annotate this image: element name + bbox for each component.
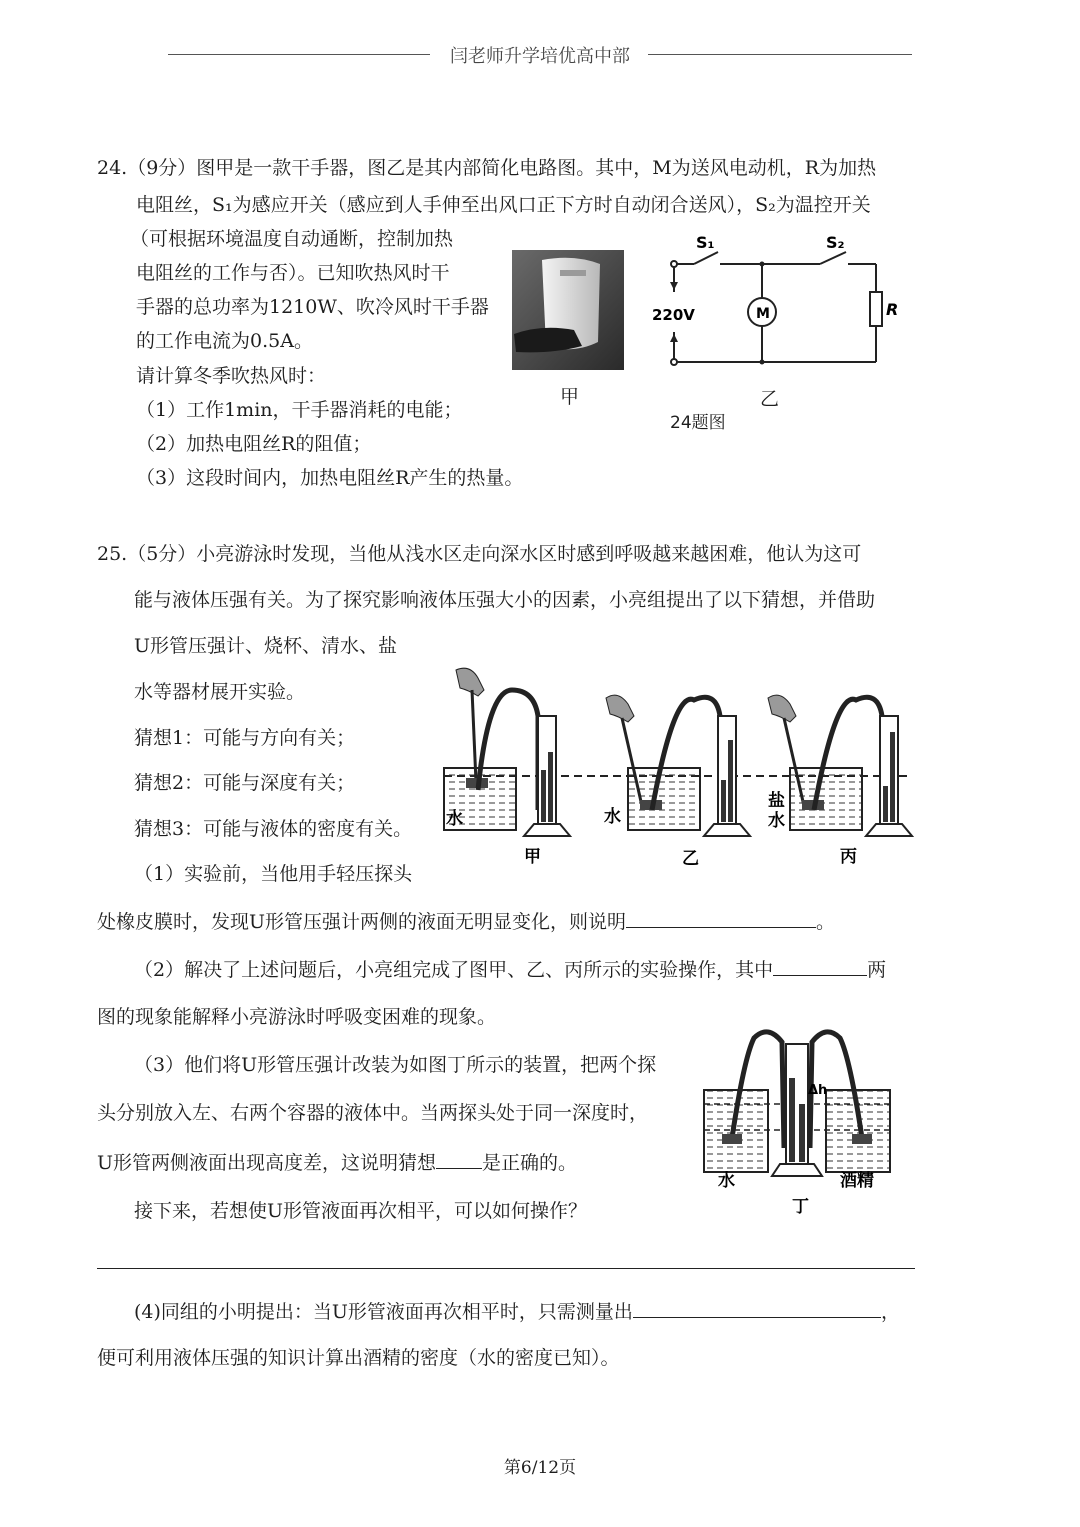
switch-s2-label: S₂ [826,233,845,252]
header-rule-right [648,54,912,55]
circuit-diagram [640,228,900,388]
page-header [0,42,1080,66]
q24-line5: 手器的总功率为1210W、吹冷风时干手器 [136,296,489,318]
fig1-water-b: 水 [604,807,621,827]
fig1-label-bing: 丙 [840,847,857,867]
q25-part4-c: 便可利用液体压强的知识计算出酒精的密度（水的密度已知）。 [97,1347,620,1369]
q25-part3-e: 接下来，若想使U形管液面再次相平，可以如何操作？ [134,1200,588,1222]
q25-part4-a: (4)同组的小明提出：当U形管液面再次相平时，只需测量出 [134,1301,633,1323]
page-number: 第6/12页 [503,1458,577,1478]
hand-dryer-photo [512,250,624,370]
q25-part2-b: 两 [867,959,887,981]
q24-caption: 24题图 [670,413,726,433]
q25-part1-b-row [97,909,835,934]
fig2-dh-label: Δh [808,1083,828,1098]
q25-line2: 能与液体压强有关。为了探究影响液体压强大小的因素，小亮组提出了以下猜想，并借助 [134,589,876,611]
setup-bing [768,695,912,836]
q25-guess1: 猜想1：可能与方向有关； [134,727,356,749]
q24-line6: 的工作电流为0.5A。 [136,330,313,352]
fig1-water-a: 水 [446,809,463,829]
answer-blank-3[interactable] [436,1150,482,1169]
q25-part2-row [134,957,886,982]
q25-guess3: 猜想3：可能与液体的密度有关。 [134,818,413,840]
q24-label-yi: 乙 [760,388,780,410]
fig2-alcohol: 酒精 [840,1171,874,1191]
q25-guess2: 猜想2：可能与深度有关； [134,772,356,794]
q25-line4: 水等器材展开实验。 [134,681,306,703]
q25-part3-b: 头分别放入左、右两个容器的液体中。当两探头处于同一深度时， [97,1102,649,1124]
q24-sub1: （1）工作1min，干手器消耗的电能； [136,399,463,421]
setup-yi [606,695,750,836]
q24-line3: （可根据环境温度自动通断，控制加热 [130,228,454,250]
q25-part4-row [134,1299,900,1324]
motor-label: M [756,306,770,322]
fig1-salt-b: 水 [768,811,785,831]
header-rule-left [168,54,430,55]
q25-part3-c-row [97,1150,577,1175]
q24-sub3: （3）这段时间内，加热电阻丝R产生的热量。 [136,467,524,489]
q24-line7: 请计算冬季吹热风时： [136,365,327,387]
fig2-water: 水 [718,1171,735,1191]
fig2-label-ding: 丁 [792,1197,809,1217]
q24-label-jia: 甲 [560,386,580,408]
q25-part4-b: ， [880,1301,900,1323]
q24-line2: 电阻丝，S₁为感应开关（感应到人手伸至出风口正下方时自动闭合送风），S₂为温控开关 [136,194,871,216]
pressure-experiment-figure [438,660,918,870]
switch-s1-label: S₁ [696,233,715,252]
resistor-label: R [886,300,899,319]
fig1-label-jia: 甲 [524,847,541,867]
q24-line1: 24.（9分）图甲是一款干手器，图乙是其内部简化电路图。其中，M为送风电动机，R为加热 [97,157,877,179]
q25-line1: 25.（5分）小亮游泳时发现，当他从浅水区走向深水区时感到呼吸越来越困难，他认为这可 [97,543,862,565]
q25-part3-c: U形管两侧液面出现高度差，这说明猜想 [97,1152,437,1174]
fig1-salt-a: 盐 [768,791,785,811]
answer-blank-4[interactable] [633,1299,881,1318]
q25-line3: U形管压强计、烧杯、清水、盐 [134,635,398,657]
fig1-label-yi: 乙 [682,849,699,869]
header-title: 闫老师升学培优高中部 [450,46,630,67]
q25-part3-a: （3）他们将U形管压强计改装为如图丁所示的装置，把两个探 [134,1054,657,1076]
q25-part1-end: 。 [816,911,836,933]
modified-u-tube-figure [696,1018,902,1220]
answer-line-3[interactable] [97,1268,915,1269]
answer-blank-2[interactable] [773,957,867,976]
q25-part3-d: 是正确的。 [482,1152,578,1174]
answer-blank-1[interactable] [626,909,816,928]
q24-sub2: （2）加热电阻丝R的阻值； [136,433,372,455]
q24-line4: 电阻丝的工作与否）。已知吹热风时干 [136,262,450,284]
voltage-label: 220V [652,306,695,324]
q25-part2-c: 图的现象能解释小亮游泳时呼吸变困难的现象。 [97,1006,497,1028]
q25-part1-a: （1）实验前，当他用手轻压探头 [134,863,413,885]
q25-part2-a: （2）解决了上述问题后，小亮组完成了图甲、乙、丙所示的实验操作，其中 [134,959,774,981]
q25-part1-b: 处橡皮膜时，发现U形管压强计两侧的液面无明显变化，则说明 [97,911,627,933]
